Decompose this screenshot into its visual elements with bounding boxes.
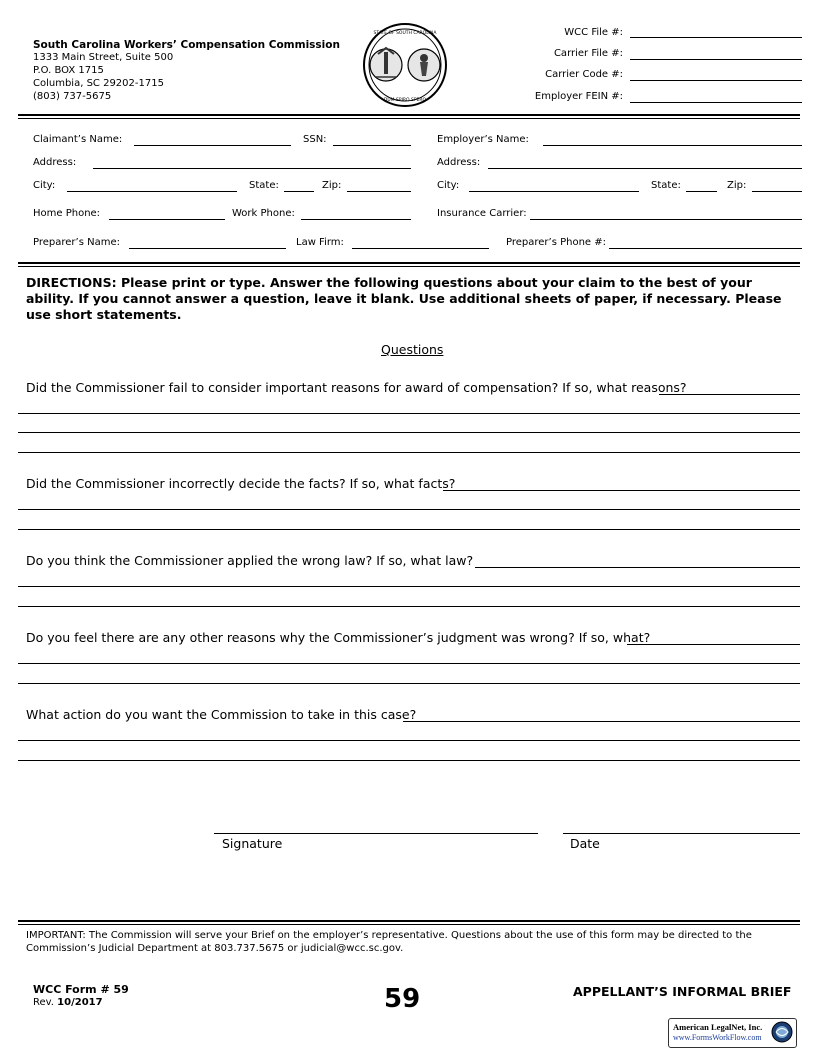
insurance-carrier-label: Insurance Carrier:	[437, 208, 527, 219]
employer-state-label: State:	[651, 180, 681, 191]
answer-1-line-1[interactable]	[18, 413, 800, 414]
american-legalnet-logo[interactable]	[668, 1018, 797, 1048]
revision-label: Rev.	[33, 997, 54, 1008]
insurance-carrier-field[interactable]	[530, 219, 802, 220]
signature-field[interactable]	[214, 833, 538, 834]
wcc-file-field[interactable]	[630, 37, 802, 38]
question-2: Did the Commissioner incorrectly decide the facts? If so, what facts?	[26, 476, 456, 491]
preparer-phone-label: Preparer’s Phone #:	[506, 237, 606, 248]
home-phone-field[interactable]	[109, 219, 225, 220]
employer-address-label: Address:	[437, 157, 481, 168]
answer-3-line-2[interactable]	[18, 606, 800, 607]
ssn-label: SSN:	[303, 134, 327, 145]
carrier-code-label: Carrier Code #:	[545, 69, 623, 80]
claimant-city-label: City:	[33, 180, 56, 191]
answer-4-line-2[interactable]	[18, 683, 800, 684]
state-seal-icon	[362, 22, 448, 108]
answer-1-line-3[interactable]	[18, 452, 800, 453]
date-field[interactable]	[563, 833, 800, 834]
answer-4-line-1[interactable]	[18, 663, 800, 664]
claimant-zip-field[interactable]	[347, 191, 411, 192]
preparer-phone-field[interactable]	[609, 248, 802, 249]
employer-fein-label: Employer FEIN #:	[534, 91, 623, 102]
employer-city-label: City:	[437, 180, 460, 191]
preparer-name-field[interactable]	[129, 248, 286, 249]
employer-zip-label: Zip:	[727, 180, 747, 191]
claimant-address-field[interactable]	[93, 168, 411, 169]
revision	[33, 997, 103, 1009]
answer-1-line-2[interactable]	[18, 432, 800, 433]
globe-icon	[771, 1021, 793, 1043]
employer-state-field[interactable]	[686, 191, 717, 192]
answer-2-line-0[interactable]	[443, 490, 800, 491]
answer-5-line-2[interactable]	[18, 760, 800, 761]
employer-zip-field[interactable]	[752, 191, 802, 192]
logo-line-2: www.FormsWorkFlow.com	[673, 1033, 762, 1042]
signature-label: Signature	[222, 836, 283, 851]
claimant-name-label: Claimant’s Name:	[33, 134, 123, 145]
answer-2-line-1[interactable]	[18, 509, 800, 510]
carrier-code-field[interactable]	[630, 80, 802, 81]
employer-city-field[interactable]	[469, 191, 639, 192]
question-3: Do you think the Commissioner applied the wrong law? If so, what law?	[26, 553, 474, 568]
answer-3-line-0[interactable]	[475, 567, 800, 568]
answer-3-line-1[interactable]	[18, 586, 800, 587]
form-number: WCC Form # 59	[33, 983, 129, 996]
agency-address-2: P.O. BOX 1715	[33, 65, 104, 76]
seal-text-top: STATE OF SOUTH CAROLINA	[373, 31, 437, 36]
work-phone-label: Work Phone:	[232, 208, 295, 219]
form-title: APPELLANT’S INFORMAL BRIEF	[573, 984, 792, 999]
employer-name-label: Employer’s Name:	[437, 134, 529, 145]
claimant-name-field[interactable]	[134, 145, 291, 146]
claimant-state-label: State:	[249, 180, 279, 191]
answer-2-line-2[interactable]	[18, 529, 800, 530]
footer-divider	[18, 920, 800, 922]
info-divider-thin	[18, 266, 800, 267]
employer-name-field[interactable]	[543, 145, 802, 146]
employer-address-field[interactable]	[488, 168, 802, 169]
footer-divider-thin	[18, 924, 800, 925]
info-divider	[18, 262, 800, 264]
preparer-name-label: Preparer’s Name:	[33, 237, 120, 248]
agency-address-1: 1333 Main Street, Suite 500	[33, 52, 174, 63]
ssn-field[interactable]	[333, 145, 411, 146]
answer-5-line-1[interactable]	[18, 740, 800, 741]
agency-phone: (803) 737-5675	[33, 91, 112, 102]
directions-text: DIRECTIONS: Please print or type. Answer the following questions about your claim to the best of your ability. If you cannot answer a question, leave it blank. Use additional sheets of paper, if necessary. Please use short statements.	[26, 275, 782, 322]
employer-fein-field[interactable]	[630, 102, 802, 103]
work-phone-field[interactable]	[301, 219, 411, 220]
header-divider	[18, 114, 800, 116]
answer-4-line-0[interactable]	[627, 644, 800, 645]
question-5: What action do you want the Commission to take in this case?	[26, 707, 417, 722]
carrier-file-field[interactable]	[630, 59, 802, 60]
home-phone-label: Home Phone:	[33, 208, 101, 219]
question-1: Did the Commissioner fail to consider important reasons for award of compensation? If so, what reasons?	[26, 380, 687, 395]
claimant-address-label: Address:	[33, 157, 77, 168]
law-firm-label: Law Firm:	[296, 237, 344, 248]
claimant-zip-label: Zip:	[322, 180, 342, 191]
answer-1-line-0[interactable]	[659, 394, 800, 395]
answer-5-line-0[interactable]	[403, 721, 800, 722]
agency-name: South Carolina Workers’ Compensation Commission	[33, 39, 340, 51]
agency-address-3: Columbia, SC 29202-1715	[33, 78, 164, 89]
carrier-file-label: Carrier File #:	[553, 48, 623, 59]
law-firm-field[interactable]	[352, 248, 489, 249]
revision-date: 10/2017	[57, 997, 103, 1008]
date-label: Date	[570, 836, 600, 851]
header-divider-thin	[18, 118, 800, 119]
logo-line-1: American LegalNet, Inc.	[673, 1022, 763, 1032]
questions-heading: Questions	[381, 342, 444, 357]
claimant-city-field[interactable]	[67, 191, 237, 192]
important-notice: IMPORTANT: The Commission will serve your Brief on the employer’s representative. Questions about the use of this form may be directed to the Commission’s Judicial Department at 803.737.5675 or judicial@wcc.sc.gov.	[26, 930, 752, 954]
seal-text-bottom: DUM SPIRO SPERO	[383, 98, 427, 103]
wcc-file-label: WCC File #:	[564, 27, 623, 38]
claimant-state-field[interactable]	[284, 191, 314, 192]
question-4: Do you feel there are any other reasons why the Commissioner’s judgment was wrong? If so, what?	[26, 630, 651, 645]
form-big-number: 59	[384, 984, 421, 1014]
